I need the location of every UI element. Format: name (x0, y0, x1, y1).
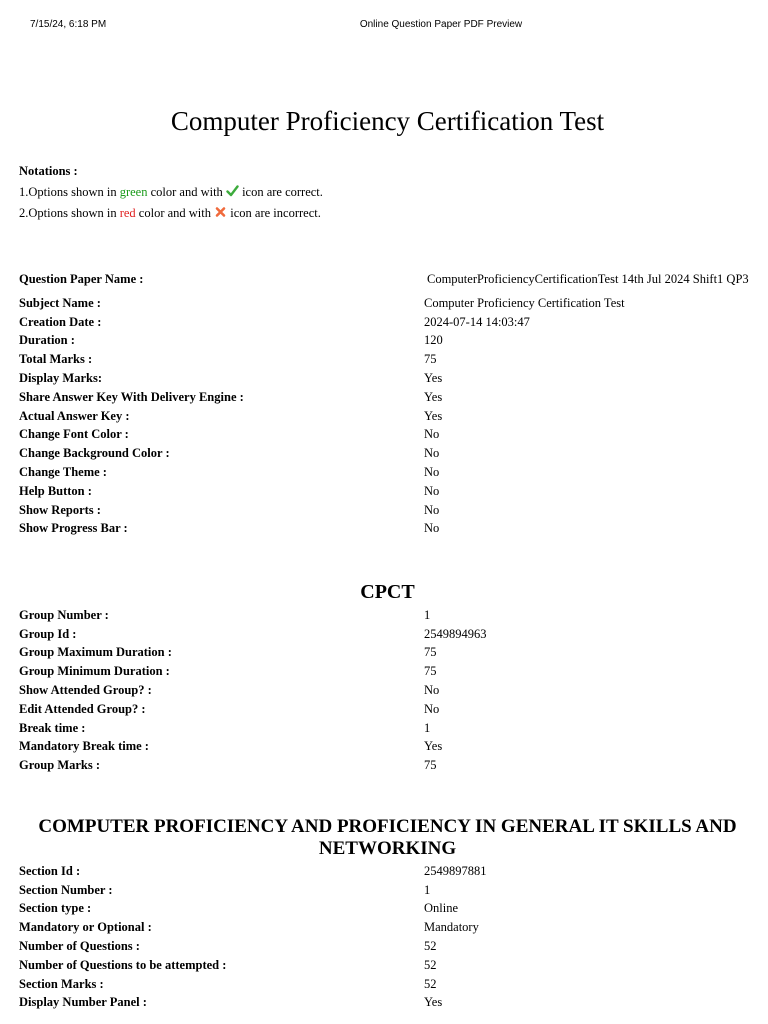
field-label: Change Theme : (19, 465, 107, 480)
field-value: No (424, 483, 440, 498)
print-header (0, 19, 768, 33)
question-paper-details-table (19, 264, 757, 538)
table-row (19, 738, 754, 757)
table-row (19, 681, 754, 700)
field-label: Share Answer Key With Delivery Engine : (19, 389, 244, 404)
table-row (19, 444, 757, 463)
table-row (19, 881, 754, 900)
table-row (19, 426, 757, 445)
table-row (19, 662, 754, 681)
table-row (19, 350, 757, 369)
field-label: Group Marks : (19, 758, 101, 773)
field-label: Show Reports : (19, 502, 101, 517)
field-value: 1 (424, 720, 431, 735)
section-details-table (19, 862, 754, 1012)
field-value: Yes (424, 995, 443, 1010)
field-value: 2024-07-14 14:03:47 (424, 314, 530, 329)
red-word: red (119, 206, 136, 220)
field-value: 75 (424, 352, 437, 367)
field-label: Number of Questions to be attempted : (19, 957, 227, 972)
group-details-table (19, 606, 754, 775)
table-row (19, 369, 757, 388)
field-value: ComputerProficiencyCertificationTest 14th Jul 2024 Shift1 QP3 (427, 272, 749, 286)
notations-block (19, 161, 323, 224)
field-value: No (424, 446, 440, 461)
field-label: Group Number : (19, 607, 109, 622)
field-label: Group Minimum Duration : (19, 664, 170, 679)
field-label: Change Font Color : (19, 427, 129, 442)
field-label: Group Maximum Duration : (19, 645, 172, 660)
field-label: Show Progress Bar : (19, 521, 128, 536)
field-label: Display Number Panel : (19, 995, 147, 1010)
field-label: Group Id : (19, 626, 77, 641)
table-row (19, 644, 754, 663)
field-value: 75 (424, 758, 437, 773)
field-value: 52 (424, 939, 437, 954)
field-value: Computer Proficiency Certification Test (424, 295, 625, 310)
table-row (19, 463, 757, 482)
notation-incorrect (19, 203, 323, 224)
table-row (19, 332, 757, 351)
field-label: Creation Date : (19, 314, 102, 329)
field-label: Section Id : (19, 863, 81, 878)
table-row (19, 918, 754, 937)
field-value: Mandatory (424, 920, 479, 935)
table-row (19, 482, 757, 501)
field-value: 1 (424, 882, 431, 897)
table-row (19, 625, 754, 644)
field-value: Yes (424, 408, 443, 423)
field-label: Question Paper Name : (19, 271, 144, 286)
notation-text: 1.Options shown in (19, 185, 120, 199)
field-label: Section Marks : (19, 976, 104, 991)
table-row (19, 756, 754, 775)
table-row (19, 407, 757, 426)
table-row (19, 520, 757, 539)
field-label: Break time : (19, 720, 86, 735)
field-label: Show Attended Group? : (19, 683, 152, 698)
field-value: Online (424, 901, 459, 916)
field-label: Mandatory Break time : (19, 739, 149, 754)
field-value: No (424, 465, 440, 480)
green-word: green (119, 185, 148, 199)
field-label: Edit Attended Group? : (19, 701, 146, 716)
field-label: Section Number : (19, 882, 113, 897)
table-row (19, 264, 757, 294)
notations-heading: Notations : (19, 164, 78, 178)
field-label: Change Background Color : (19, 446, 170, 461)
table-row (19, 862, 754, 881)
notation-correct (19, 182, 323, 203)
check-icon (226, 185, 239, 197)
field-value: No (424, 502, 440, 517)
field-label: Display Marks: (19, 371, 102, 386)
field-value: Yes (424, 739, 443, 754)
print-datetime: 7/15/24, 6:18 PM (30, 19, 107, 30)
field-value: 75 (424, 645, 437, 660)
notation-text: color and with (147, 185, 226, 199)
field-value: 1 (424, 607, 431, 622)
field-label: Actual Answer Key : (19, 408, 130, 423)
cross-icon (214, 206, 227, 218)
table-row (19, 388, 757, 407)
field-value: No (424, 521, 440, 536)
table-row (19, 937, 754, 956)
table-row (19, 994, 754, 1013)
field-label: Mandatory or Optional : (19, 920, 152, 935)
notation-text: icon are incorrect. (227, 206, 321, 220)
table-row (19, 501, 757, 520)
section-title: COMPUTER PROFICIENCY AND PROFICIENCY IN GENERAL IT SKILLS AND NETWORKING (38, 816, 737, 859)
group-title: CPCT (360, 581, 415, 603)
print-page-title: Online Question Paper PDF Preview (359, 19, 523, 30)
field-label: Section type : (19, 901, 92, 916)
notation-text: 2.Options shown in (19, 206, 120, 220)
notation-text: color and with (135, 206, 215, 220)
field-value: 120 (424, 333, 443, 348)
field-label: Total Marks : (19, 352, 93, 367)
table-row (19, 900, 754, 919)
table-row (19, 294, 757, 313)
field-label: Duration : (19, 333, 75, 348)
field-value: Yes (424, 371, 443, 386)
table-row (19, 700, 754, 719)
field-value: No (424, 701, 440, 716)
table-row (19, 956, 754, 975)
field-value: 2549894963 (424, 626, 487, 641)
field-value: No (424, 683, 440, 698)
field-value: 52 (424, 976, 437, 991)
document-title: Computer Proficiency Certification Test (170, 106, 605, 136)
table-row (19, 606, 754, 625)
table-row (19, 719, 754, 738)
field-value: 2549897881 (424, 863, 487, 878)
notation-text: icon are correct. (238, 185, 323, 199)
table-row (19, 975, 754, 994)
field-value: No (424, 427, 440, 442)
field-value: 75 (424, 664, 437, 679)
field-label: Subject Name : (19, 295, 101, 310)
field-value: 52 (424, 957, 437, 972)
field-value: Yes (424, 389, 443, 404)
field-label: Help Button : (19, 483, 92, 498)
table-row (19, 313, 757, 332)
field-label: Number of Questions : (19, 939, 140, 954)
